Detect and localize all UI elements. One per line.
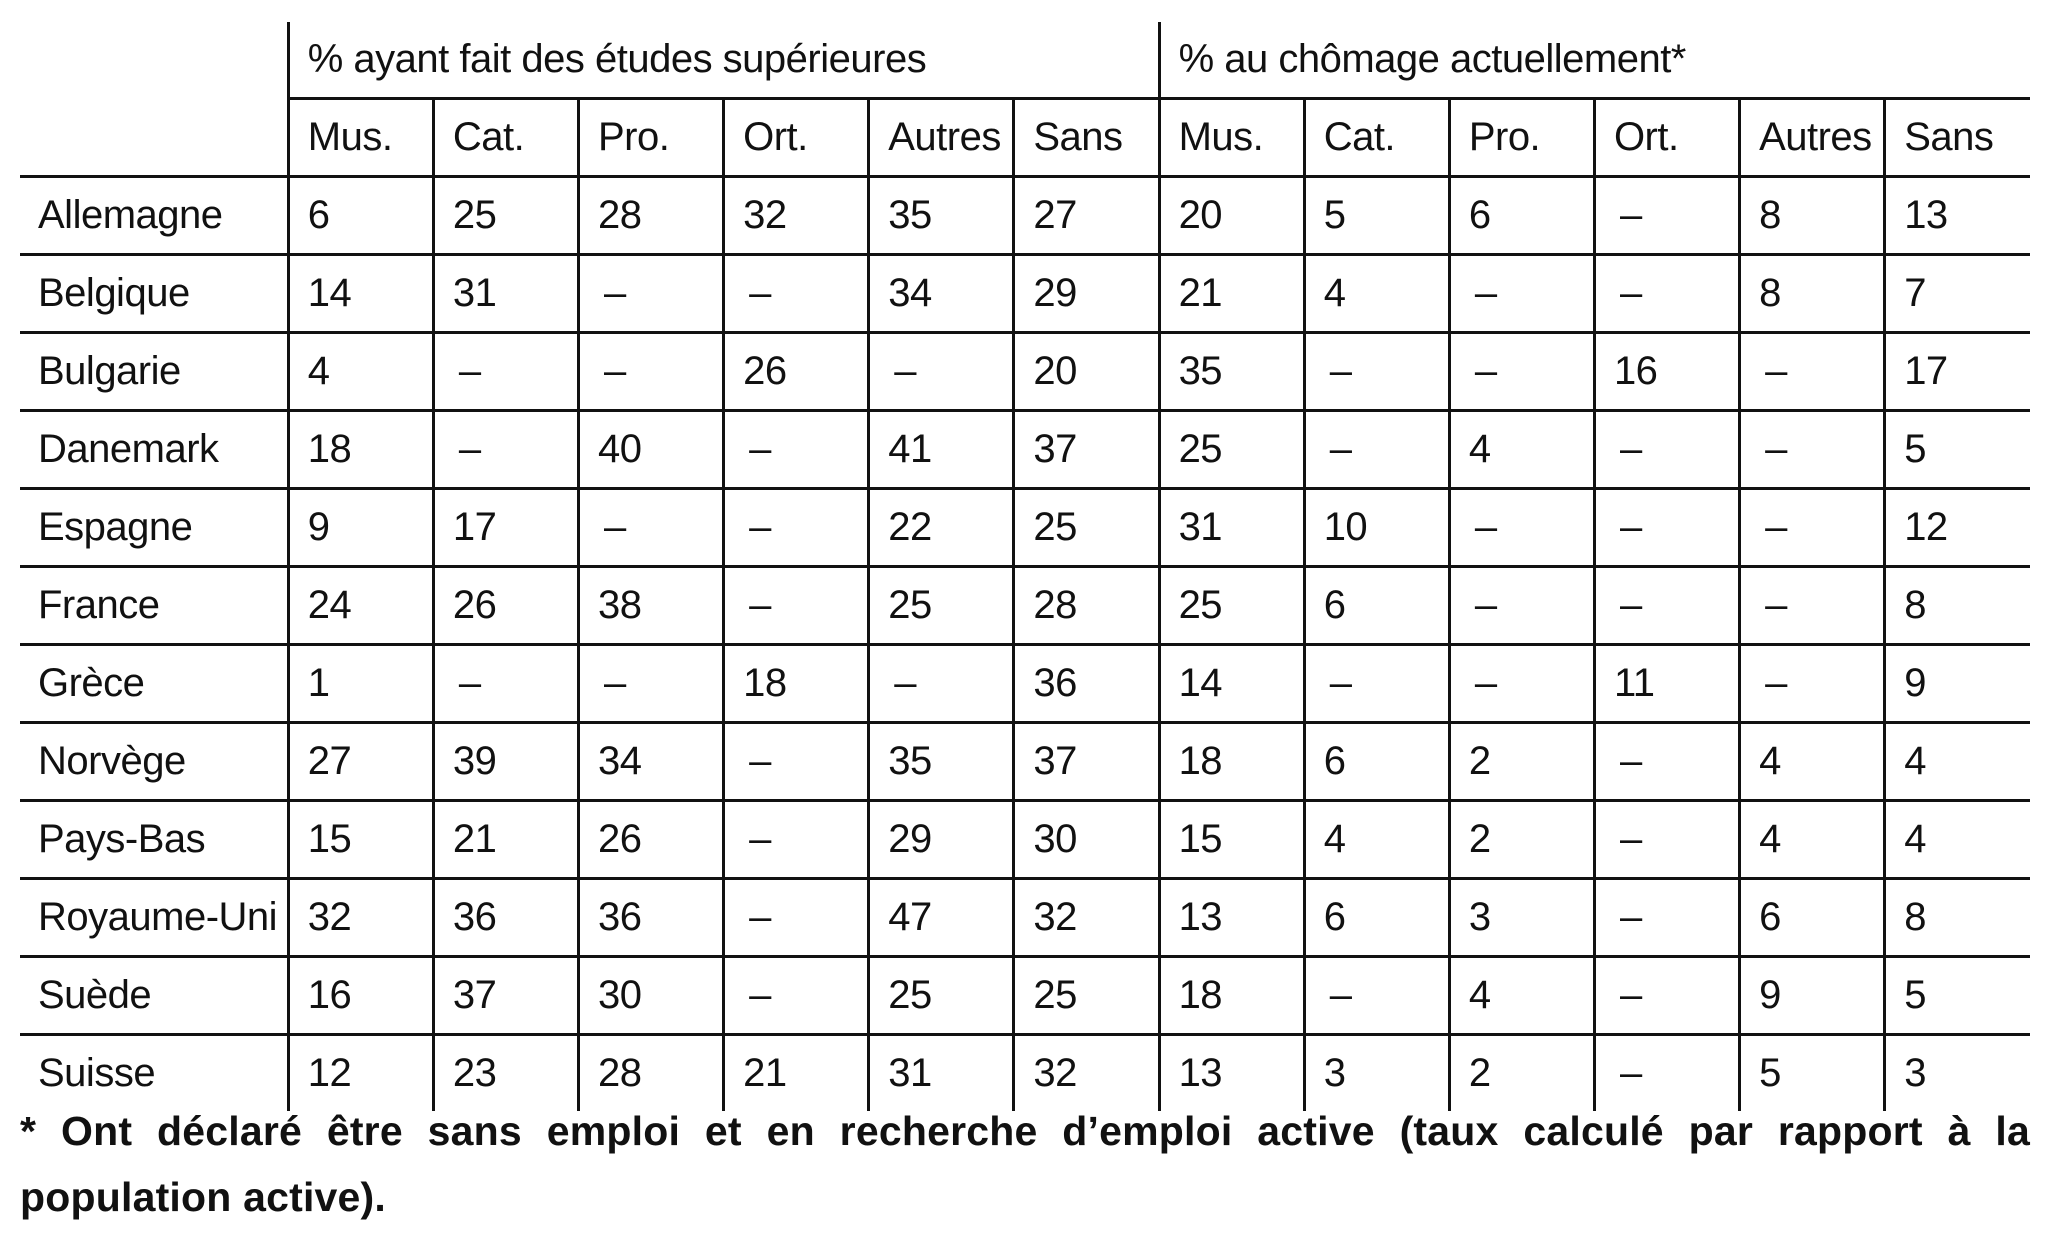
table-cell: 21 [724, 1035, 869, 1112]
table-cell: – [1594, 177, 1739, 255]
row-country-name: France [20, 567, 288, 645]
table-cell: 37 [1014, 723, 1159, 801]
table-cell: 11 [1594, 645, 1739, 723]
table-cell: 47 [869, 879, 1014, 957]
table-cell: 25 [869, 957, 1014, 1035]
table-cell: – [724, 255, 869, 333]
table-cell: 34 [579, 723, 724, 801]
table-cell: 17 [1885, 333, 2030, 411]
table-cell: 39 [433, 723, 578, 801]
table-cell: 13 [1159, 1035, 1304, 1112]
table-cell: – [1594, 957, 1739, 1035]
table-cell: – [1740, 333, 1885, 411]
table-row [20, 255, 2030, 333]
table-row [20, 567, 2030, 645]
table-cell: 25 [1159, 411, 1304, 489]
table-cell: – [1304, 333, 1449, 411]
table-cell: 20 [1014, 333, 1159, 411]
table-row [20, 723, 2030, 801]
table-cell: 32 [1014, 1035, 1159, 1112]
table-cell: 18 [724, 645, 869, 723]
row-country-name: Royaume-Uni [20, 879, 288, 957]
table-cell: 32 [288, 879, 433, 957]
table-cell: 32 [724, 177, 869, 255]
table-cell: 31 [1159, 489, 1304, 567]
table-cell: 25 [1014, 957, 1159, 1035]
table-cell: – [1594, 879, 1739, 957]
table-cell: 3 [1304, 1035, 1449, 1112]
table-cell: – [1740, 645, 1885, 723]
table-cell: 14 [288, 255, 433, 333]
table-cell: – [1304, 411, 1449, 489]
table-cell: 18 [288, 411, 433, 489]
table-row [20, 957, 2030, 1035]
table-cell: 30 [1014, 801, 1159, 879]
table-cell: – [1304, 645, 1449, 723]
table-cell: 5 [1885, 957, 2030, 1035]
table-cell: 28 [579, 177, 724, 255]
table-cell: 25 [869, 567, 1014, 645]
table-cell: 23 [433, 1035, 578, 1112]
table-cell: 4 [1304, 255, 1449, 333]
table-cell: – [1594, 1035, 1739, 1112]
row-country-name: Suisse [38, 1051, 156, 1095]
table-cell: 4 [1885, 723, 2030, 801]
column-header-mus: Mus. [288, 99, 433, 177]
column-header-autres: Autres [1740, 99, 1885, 177]
table-cell: 21 [1159, 255, 1304, 333]
table-cell: 29 [1014, 255, 1159, 333]
table-cell: 35 [869, 723, 1014, 801]
table-cell: – [579, 333, 724, 411]
table-cell: – [724, 489, 869, 567]
table-cell: – [433, 645, 578, 723]
table-cell: 3 [1885, 1035, 2030, 1112]
table-row [20, 879, 2030, 957]
table-cell: 8 [1740, 177, 1885, 255]
table-cell: 26 [724, 333, 869, 411]
table-cell: 15 [288, 801, 433, 879]
table-cell: 13 [1159, 879, 1304, 957]
table-cell: 9 [1740, 957, 1885, 1035]
table-cell: 27 [288, 723, 433, 801]
table-cell: – [724, 801, 869, 879]
column-header-mus: Mus. [1159, 99, 1304, 177]
sub-header-row [20, 99, 2030, 177]
table-cell: – [724, 879, 869, 957]
column-header-cat: Cat. [1304, 99, 1449, 177]
table-cell: 35 [869, 177, 1014, 255]
table-cell: 4 [1885, 801, 2030, 879]
footnote: * Ont déclaré être sans emploi et en recherche d’emploi active (taux calculé par rapport à la population active). [20, 1108, 2030, 1220]
table-row [20, 411, 2030, 489]
table-cell: 18 [1159, 957, 1304, 1035]
table-cell: 8 [1885, 567, 2030, 645]
table-cell: – [1740, 411, 1885, 489]
table-cell: – [1449, 567, 1594, 645]
table-row [20, 489, 2030, 567]
table-cell: 4 [288, 333, 433, 411]
table-cell: – [579, 645, 724, 723]
table-cell: 28 [579, 1035, 724, 1112]
row-country-name: Suède [20, 957, 288, 1035]
table-cell: 21 [433, 801, 578, 879]
table-cell: 36 [433, 879, 578, 957]
table-cell: 32 [1014, 879, 1159, 957]
table-cell: 30 [579, 957, 724, 1035]
table-row [20, 177, 2030, 255]
table-cell: – [1449, 645, 1594, 723]
column-header-sans: Sans [1885, 99, 2030, 177]
table-cell: 4 [1740, 723, 1885, 801]
table-cell: 6 [1304, 567, 1449, 645]
column-header-ort: Ort. [1594, 99, 1739, 177]
table-cell: 5 [1885, 411, 2030, 489]
table-cell: – [433, 333, 578, 411]
table-cell: 18 [1159, 723, 1304, 801]
corner-cell-2 [20, 99, 288, 177]
group-header-unemployment: % au chômage actuellement* [1159, 22, 2030, 99]
row-country-name: Grèce [20, 645, 288, 723]
table-cell: 14 [1159, 645, 1304, 723]
table-cell: 4 [1740, 801, 1885, 879]
column-header-ort: Ort. [724, 99, 869, 177]
table-cell: 1 [288, 645, 433, 723]
table-cell: 35 [1159, 333, 1304, 411]
table-cell: 24 [288, 567, 433, 645]
table-cell: 29 [869, 801, 1014, 879]
table-cell: 9 [288, 489, 433, 567]
table-cell: 37 [1014, 411, 1159, 489]
table-cell: – [1449, 255, 1594, 333]
table-cell: – [869, 645, 1014, 723]
row-country-name: Allemagne [20, 177, 288, 255]
table-cell: – [579, 255, 724, 333]
data-table [20, 22, 2030, 1111]
row-country-name: Bulgarie [20, 333, 288, 411]
table-cell: 5 [1304, 177, 1449, 255]
table-cell: 12 [288, 1035, 433, 1112]
table-cell: 6 [1740, 879, 1885, 957]
table-cell: 4 [1304, 801, 1449, 879]
table-cell: – [1449, 333, 1594, 411]
table-cell: 8 [1740, 255, 1885, 333]
table-cell: 6 [1449, 177, 1594, 255]
table-row [20, 801, 2030, 879]
table-body [20, 177, 2030, 1112]
table-cell: – [724, 957, 869, 1035]
table-cell: – [579, 489, 724, 567]
group-header-education: % ayant fait des études supérieures [288, 22, 1159, 99]
table-cell: 6 [288, 177, 433, 255]
table-cell: 12 [1885, 489, 2030, 567]
table-cell: 2 [1449, 801, 1594, 879]
table-cell: – [1594, 801, 1739, 879]
table-cell: 16 [1594, 333, 1739, 411]
table-row [20, 333, 2030, 411]
table-cell: – [433, 411, 578, 489]
table-cell: 3 [1449, 879, 1594, 957]
column-header-autres: Autres [869, 99, 1014, 177]
table-cell: – [1740, 489, 1885, 567]
table-cell: 9 [1885, 645, 2030, 723]
corner-cell [20, 22, 288, 99]
table-cell: – [1304, 957, 1449, 1035]
table-cell: 25 [1014, 489, 1159, 567]
table-cell: 8 [1885, 879, 2030, 957]
table-cell: – [869, 333, 1014, 411]
column-header-cat: Cat. [433, 99, 578, 177]
table-cell: 25 [1159, 567, 1304, 645]
table-cell: – [1449, 489, 1594, 567]
table-cell: – [724, 411, 869, 489]
group-header-row [20, 22, 2030, 99]
table-cell: 26 [433, 567, 578, 645]
column-header-sans: Sans [1014, 99, 1159, 177]
column-header-pro: Pro. [579, 99, 724, 177]
table-cell: 7 [1885, 255, 2030, 333]
table-cell: 37 [433, 957, 578, 1035]
table-cell: – [1594, 489, 1739, 567]
table-cell: 41 [869, 411, 1014, 489]
table-cell: 27 [1014, 177, 1159, 255]
table-cell: – [724, 567, 869, 645]
table-cell: 34 [869, 255, 1014, 333]
table-cell: 31 [869, 1035, 1014, 1112]
table-cell: 2 [1449, 723, 1594, 801]
table-cell: – [1594, 411, 1739, 489]
row-country-name: Danemark [20, 411, 288, 489]
table-cell: 38 [579, 567, 724, 645]
row-country-name: Belgique [20, 255, 288, 333]
table-cell: 20 [1159, 177, 1304, 255]
row-country-name: Pays-Bas [20, 801, 288, 879]
column-header-pro: Pro. [1449, 99, 1594, 177]
table-container [20, 22, 2030, 1111]
row-country-name: Espagne [20, 489, 288, 567]
table-cell: 25 [433, 177, 578, 255]
table-cell: – [1594, 567, 1739, 645]
table-cell: 10 [1304, 489, 1449, 567]
table-cell: 15 [1159, 801, 1304, 879]
table-cell: 5 [1740, 1035, 1885, 1112]
table-cell: 6 [1304, 879, 1449, 957]
table-cell: 28 [1014, 567, 1159, 645]
table-cell: 40 [579, 411, 724, 489]
table-cell: 36 [1014, 645, 1159, 723]
table-cell: 4 [1449, 957, 1594, 1035]
table-cell: 13 [1885, 177, 2030, 255]
table-cell: 22 [869, 489, 1014, 567]
table-cell: – [1594, 723, 1739, 801]
table-cell: – [1594, 255, 1739, 333]
table-cell: 26 [579, 801, 724, 879]
table-cell: 31 [433, 255, 578, 333]
table-cell: 36 [579, 879, 724, 957]
row-country-name: Norvège [20, 723, 288, 801]
table-cell: 17 [433, 489, 578, 567]
table-row [20, 645, 2030, 723]
table-cell: 16 [288, 957, 433, 1035]
table-cell: – [724, 723, 869, 801]
table-cell: – [1740, 567, 1885, 645]
table-cell: 2 [1449, 1035, 1594, 1112]
table-cell: 6 [1304, 723, 1449, 801]
table-cell: 4 [1449, 411, 1594, 489]
